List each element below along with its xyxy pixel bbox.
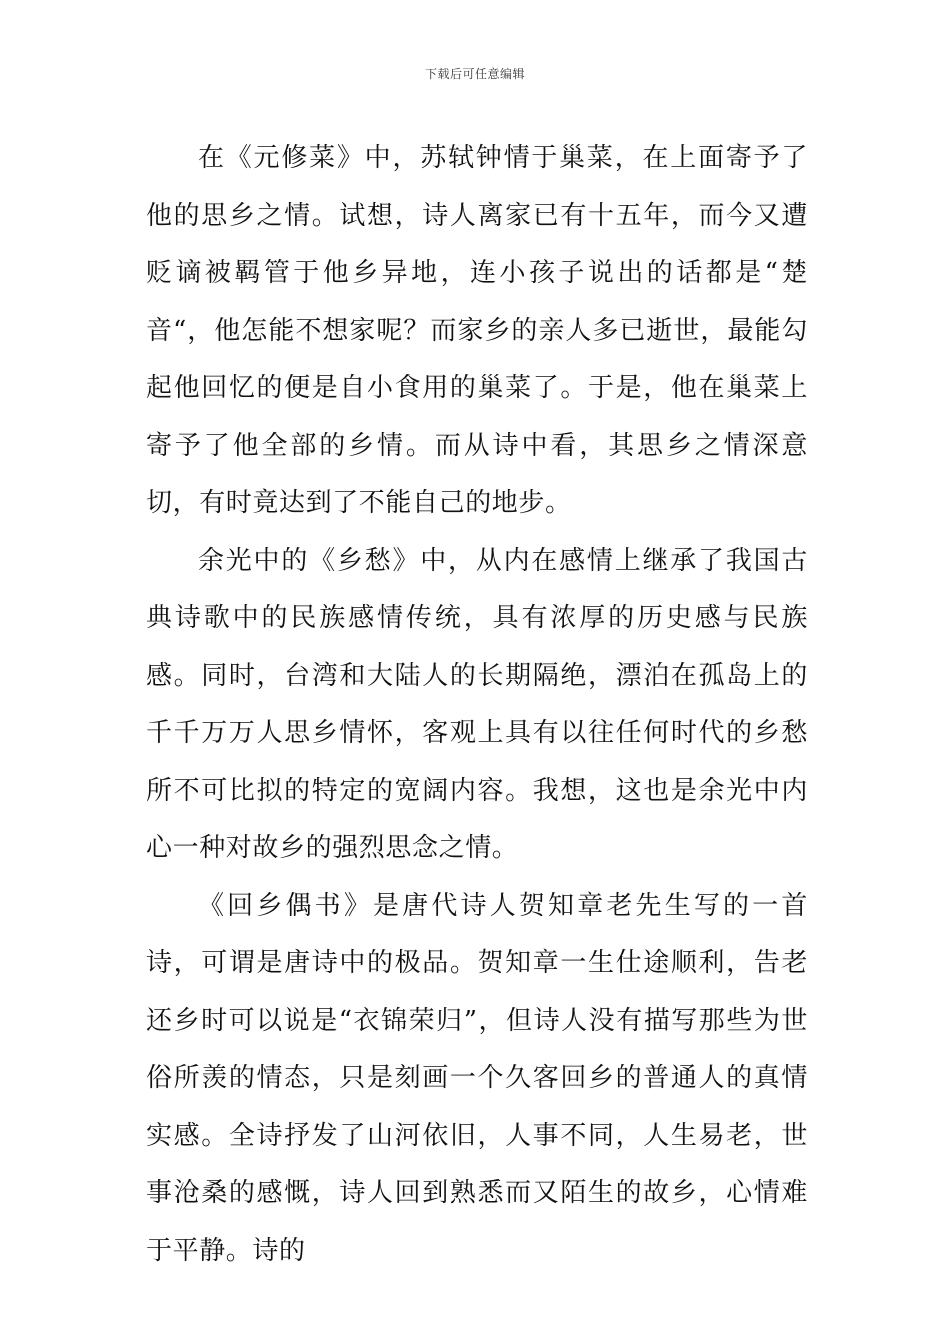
body-text bbox=[146, 130, 808, 1280]
paragraph-1: 在《元修菜》中，苏轼钟情于巢菜，在上面寄予了他的思乡之情。试想，诗人离家已有十五年，而今又遭贬谪被羁管于他乡异地，连小孩子说出的话都是“楚音“，他怎能不想家呢？而家乡的亲人多已逝世，最能勾起他回忆的便是自小食用的巢菜了。于是，他在巢菜上寄予了他全部的乡情。而从诗中看，其思乡之情深意切，有时竟达到了不能自己的地步。 bbox=[146, 143, 808, 518]
paragraph-3: 《回乡偶书》是唐代诗人贺知章老先生写的一首诗，可谓是唐诗中的极品。贺知章一生仕途顺利，告老还乡时可以说是“衣锦荣归”，但诗人没有描写那些为世俗所羡的情态，只是刻画一个久客回乡的普通人的真情实感。全诗抒发了山河依旧，人事不同，人生易老，世事沧桑的感慨，诗人回到熟悉而又陌生的故乡，心情难于平静。诗的 bbox=[146, 890, 808, 1266]
paragraph-2: 余光中的《乡愁》中，从内在感情上继承了我国古典诗歌中的民族感情传统，具有浓厚的历史感与民族感。同时，台湾和大陆人的长期隔绝，漂泊在孤岛上的千千万万人思乡情怀，客观上具有以往任何时代的乡愁所不可比拟的特定的宽阔内容。我想，这也是余光中内心一种对故乡的强烈思念之情。 bbox=[146, 545, 808, 863]
page-header: 下载后可任意编辑 bbox=[424, 67, 525, 81]
